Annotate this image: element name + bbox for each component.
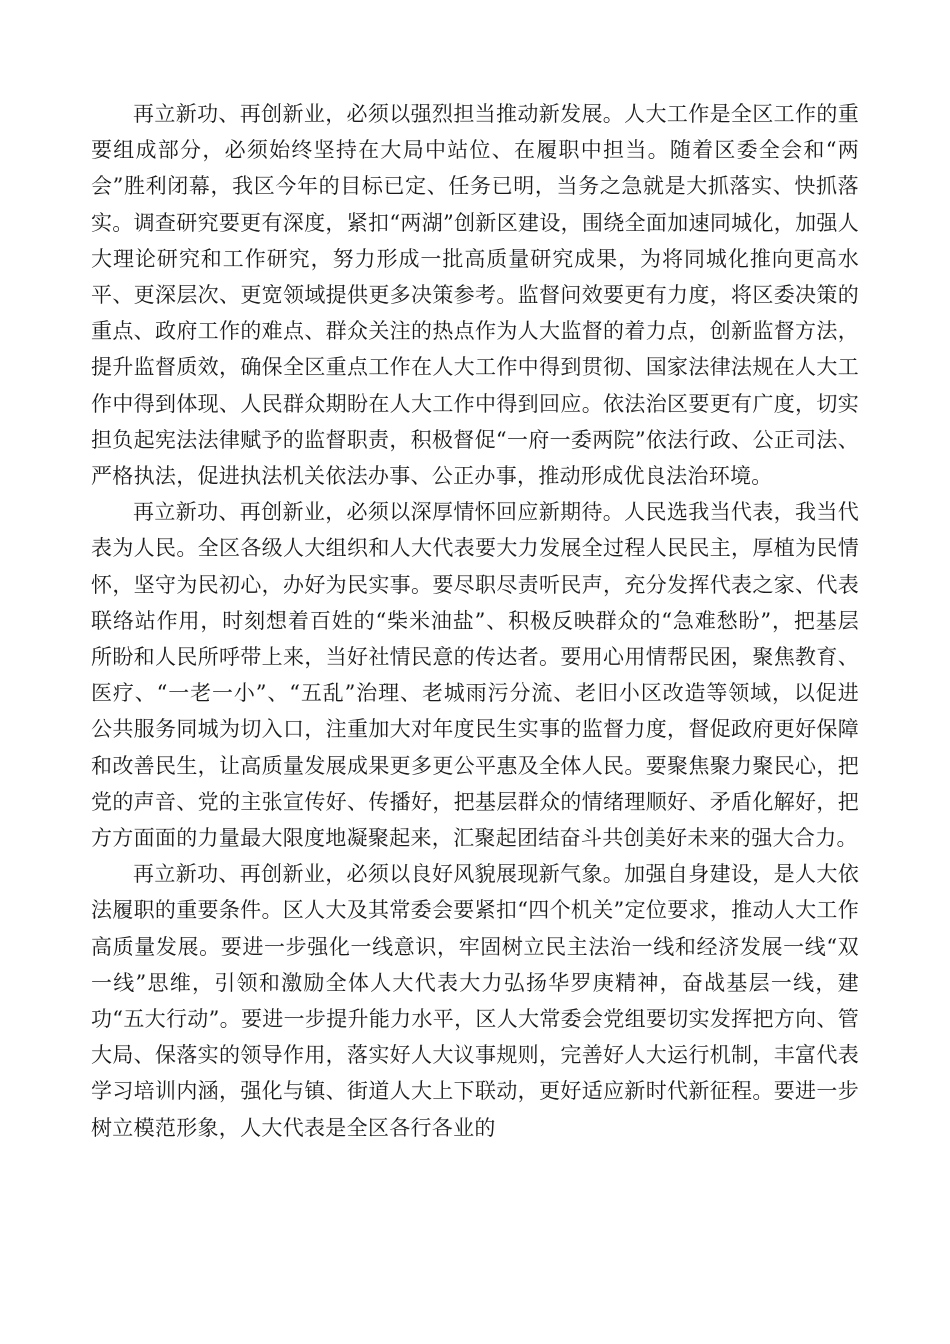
document-body: [91, 96, 859, 1146]
paragraph-self-building: 再立新功、再创新业，必须以良好风貌展现新气象。加强自身建设，是人大依法履职的重要条件。区人大及其常委会要紧扣“四个机关”定位要求，推动人大工作高质量发展。要进一步强化一线意识，牢固树立民主法治一线和经济发展一线“双一线”思维，引领和激励全体人大代表大力弘扬华罗庚精神，奋战基层一线，建功“五大行动”。要进一步提升能力水平，区人大常委会党组要切实发挥把方向、管大局、保落实的领导作用，落实好人大议事规则，完善好人大运行机制，丰富代表学习培训内涵，强化与镇、街道人大上下联动，更好适应新时代新征程。要进一步树立模范形象，人大代表是全区各行各业的: [91, 862, 859, 1140]
paragraph-people: 再立新功、再创新业，必须以深厚情怀回应新期待。人民选我当代表，我当代表为人民。全区各级人大组织和人大代表要大力发展全过程人民民主，厚植为民情怀，坚守为民初心，办好为民实事。要尽职尽责听民声，充分发挥代表之家、代表联络站作用，时刻想着百姓的“柴米油盐”、积极反映群众的“急难愁盼”，把基层所盼和人民所呼带上来，当好社情民意的传达者。要用心用情帮民困，聚焦教育、医疗、“一老一小”、“五乱”治理、老城雨污分流、老旧小区改造等领域，以促进公共服务同城为切入口，注重加大对年度民生实事的监督力度，督促政府更好保障和改善民生，让高质量发展成果更多更公平惠及全体人民。要聚焦聚力聚民心，把党的声音、党的主张宣传好、传播好，把基层群众的情绪理顺好、矛盾化解好，把方方面面的力量最大限度地凝聚起来，汇聚起团结奋斗共创美好未来的强大合力。: [91, 500, 859, 851]
paragraph-responsibility: 再立新功、再创新业，必须以强烈担当推动新发展。人大工作是全区工作的重要组成部分，必须始终坚持在大局中站位、在履职中担当。随着区委全会和“两会”胜利闭幕，我区今年的目标已定、任务已明，当务之急就是大抓落实、快抓落实。调查研究要更有深度，紧扣“两湖”创新区建设，围绕全面加速同城化，加强人大理论研究和工作研究，努力形成一批高质量研究成果，为将同城化推向更高水平、更深层次、更宽领域提供更多决策参考。监督问效要更有力度，将区委决策的重点、政府工作的难点、群众关注的热点作为人大监督的着力点，创新监督方法，提升监督质效，确保全区重点工作在人大工作中得到贯彻、国家法律法规在人大工作中得到体现、人民群众期盼在人大工作中得到回应。依法治区要更有广度，切实担负起宪法法律赋予的监督职责，积极督促“一府一委两院”依法行政、公正司法、严格执法，促进执法机关依法办事、公正办事，推动形成优良法治环境。: [91, 102, 859, 489]
